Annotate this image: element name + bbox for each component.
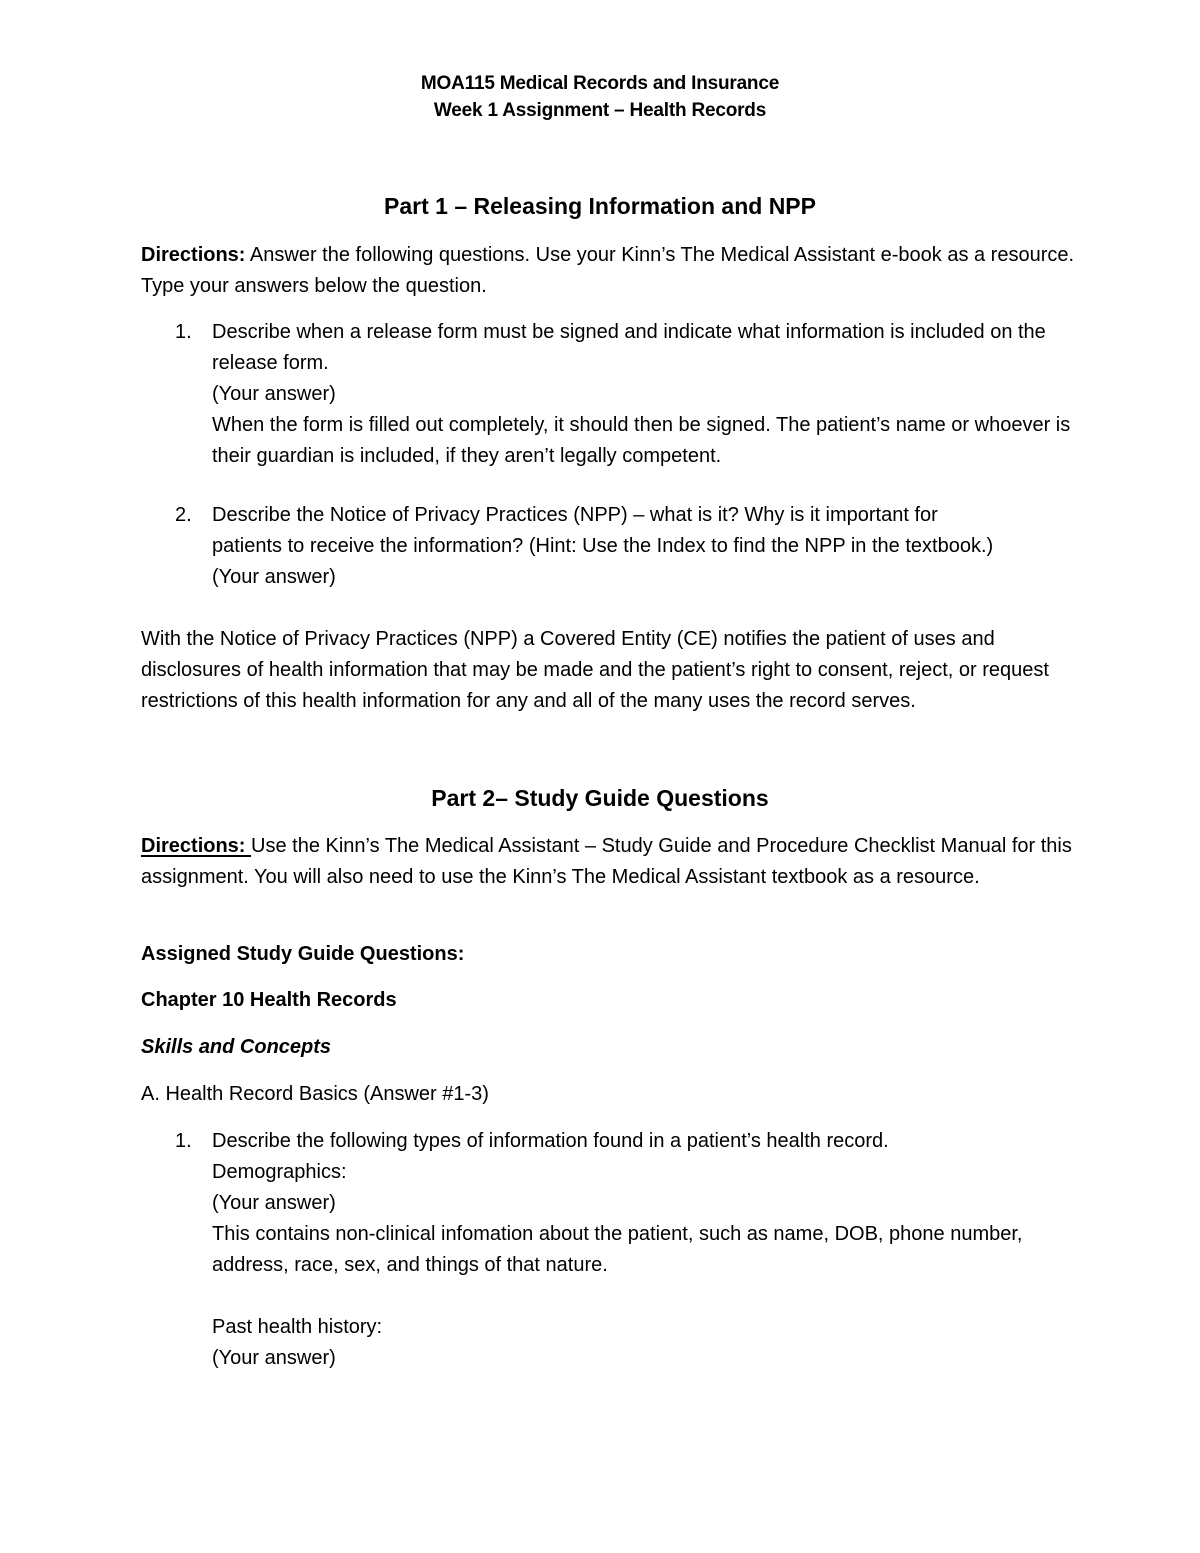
part1-title: Part 1 – Releasing Information and NPP bbox=[384, 193, 816, 219]
course-title: MOA115 Medical Records and Insurance bbox=[420, 73, 780, 94]
question-text: Describe the following types of information found in a patient’s health record. bbox=[212, 1130, 889, 1152]
demographics-label: Demographics: bbox=[212, 1161, 347, 1183]
part1-question-2 bbox=[141, 500, 1081, 593]
answer-text: When the form is filled out completely, it should then be signed. The patient’s name or whoever is their guardian is included, if they aren’t legally competent. bbox=[212, 414, 1071, 467]
question-text: Describe when a release form must be signed and indicate what information is included on the release form. bbox=[212, 321, 1046, 374]
skills-heading: Skills and Concepts bbox=[141, 1036, 332, 1058]
part2-directions bbox=[141, 831, 1081, 893]
question-number: 1. bbox=[175, 1130, 192, 1152]
assigned-questions-heading: Assigned Study Guide Questions: bbox=[141, 943, 465, 965]
question-text: Describe the Notice of Privacy Practices (NPP) – what is it? Why is it important for patients to receive the information? (Hint: Use the Index to find the NPP in the textbook.) bbox=[212, 504, 994, 557]
question-number: 1. bbox=[175, 321, 192, 343]
part1-question-1 bbox=[141, 317, 1081, 472]
part2-title: Part 2– Study Guide Questions bbox=[431, 785, 769, 811]
answer-placeholder: (Your answer) bbox=[212, 383, 336, 405]
answer-placeholder: (Your answer) bbox=[212, 1192, 336, 1214]
part2-directions-text: Use the Kinn’s The Medical Assistant – Study Guide and Procedure Checklist Manual for this assignment. You will also need to use the Kinn’s The Medical Assistant textbook as a resource. bbox=[141, 835, 1072, 888]
assignment-title: Week 1 Assignment – Health Records bbox=[433, 100, 767, 121]
chapter-heading: Chapter 10 Health Records bbox=[141, 989, 397, 1011]
part2-question-1 bbox=[141, 1126, 1081, 1374]
part1-q2-answer: With the Notice of Privacy Practices (NPP) a Covered Entity (CE) notifies the patient of uses and disclosures of health information that may be made and the patient’s right to consent, reject, or request restrictions of this health information for any and all of the many uses the record serves. bbox=[141, 628, 1049, 712]
answer-text: This contains non-clinical infomation about the patient, such as name, DOB, phone number, address, race, sex, and things of that nature. bbox=[212, 1223, 1023, 1276]
blank-line bbox=[212, 1281, 1081, 1312]
part1-directions-label: Directions: bbox=[141, 244, 246, 266]
part2-directions-label: Directions: bbox=[141, 835, 252, 857]
answer-placeholder: (Your answer) bbox=[212, 1347, 336, 1369]
question-number: 2. bbox=[175, 504, 192, 526]
past-history-label: Past health history: bbox=[212, 1316, 383, 1338]
answer-placeholder: (Your answer) bbox=[212, 566, 336, 588]
section-a-heading: A. Health Record Basics (Answer #1-3) bbox=[141, 1083, 489, 1105]
part1-directions bbox=[141, 240, 1081, 302]
part1-directions-text: Answer the following questions. Use your Kinn’s The Medical Assistant e-book as a resource. Type your answers below the question. bbox=[141, 244, 1075, 297]
